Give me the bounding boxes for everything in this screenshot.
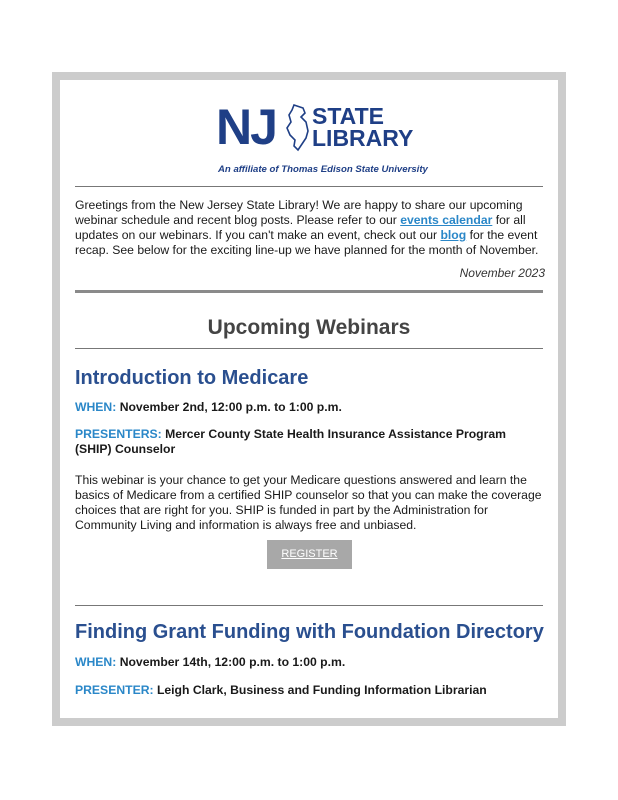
event-title: Finding Grant Funding with Foundation Directory: [75, 621, 544, 643]
section-title: Upcoming Webinars: [207, 316, 411, 339]
logo-state-text: STATE: [312, 103, 384, 129]
logo-affiliate-text: An affiliate of Thomas Edison State University: [218, 164, 428, 175]
logo-nj-text: NJ: [216, 99, 276, 155]
divider: [75, 290, 543, 293]
presenter-label: PRESENTER:: [75, 683, 154, 697]
events-calendar-link[interactable]: events calendar: [400, 213, 493, 227]
intro-text: for the event recap. See below for the exciting line-up we have planned for the month of November.: [75, 228, 539, 257]
logo-library-text: LIBRARY: [312, 125, 414, 151]
when-value: November 2nd, 12:00 p.m. to 1:00 p.m.: [119, 400, 342, 414]
blog-link[interactable]: blog: [440, 228, 467, 242]
newsletter-frame: [52, 72, 566, 726]
new-jersey-map-icon: [284, 104, 312, 152]
event-when: [75, 655, 545, 670]
event-when: [75, 400, 545, 415]
divider: [75, 605, 543, 606]
event-description: This webinar is your chance to get your Medicare questions answered and learn the basics of Medicare from a certified SHIP counselor so that you can make the coverage choices that are right for you. SHIP is funded in part by the Administration for Community Living and information is always free and unbiased.: [75, 473, 542, 532]
intro-text: for all updates on our webinars. If you can't make an event, check out our: [75, 213, 526, 242]
presenter-value: Mercer County State Health Insurance Assistance Program (SHIP) Counselor: [75, 427, 506, 456]
when-value: November 14th, 12:00 p.m. to 1:00 p.m.: [119, 655, 346, 669]
nj-state-library-logo[interactable]: [216, 99, 428, 184]
event-title: Introduction to Medicare: [75, 367, 309, 389]
register-button[interactable]: REGISTER: [267, 540, 352, 569]
intro-text: Greetings from the New Jersey State Library! We are happy to share our upcoming webinar schedule and recent blog posts. Please refer to our: [75, 198, 523, 227]
when-label: WHEN:: [75, 655, 117, 669]
presenter-label: PRESENTERS:: [75, 427, 162, 441]
divider: [75, 348, 543, 349]
newsletter-card: [60, 80, 558, 718]
issue-date: November 2023: [459, 266, 545, 280]
event-presenters: [75, 427, 545, 457]
divider: [75, 186, 543, 187]
event-presenters: [75, 683, 545, 698]
presenter-value: Leigh Clark, Business and Funding Information Librarian: [156, 683, 487, 697]
intro-paragraph: [75, 198, 545, 258]
when-label: WHEN:: [75, 400, 117, 414]
